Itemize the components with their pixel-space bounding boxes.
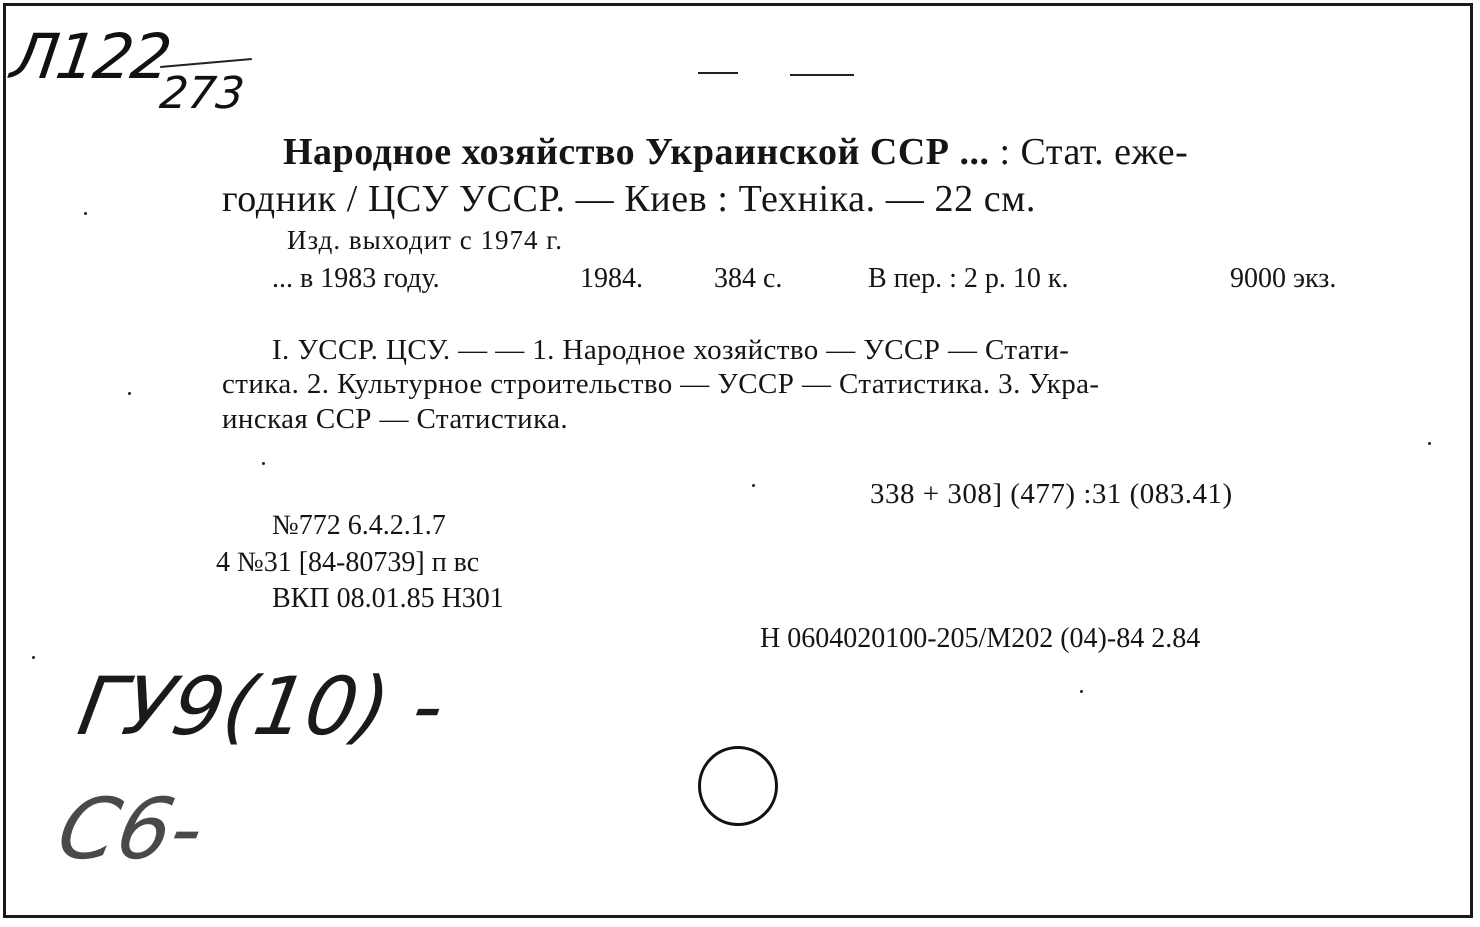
record-line-2: 4 №31 [84-80739] п вс [216,547,480,578]
handwritten-call-number: Л122 [6,20,175,93]
dust-speck [1428,442,1431,445]
dust-speck [752,484,755,487]
subject-line-2: стика. 2. Культурное строительство — УССР — Статистика. 3. Укра- [222,368,1100,400]
handwritten-note-1: ГУ9(10) - [71,660,451,753]
dust-speck [128,392,131,395]
dust-speck [84,212,87,215]
issue-edition: ... в 1983 году. [272,263,440,294]
record-line-1: №772 6.4.2.1.7 [272,510,446,541]
subject-line-1: I. УССР. ЦСУ. — — 1. Народное хозяйство — УССР — Стати- [272,334,1070,366]
issue-year: 1984. [580,263,643,294]
top-dash [790,74,854,76]
handwritten-fraction: 273 [157,68,247,119]
record-line-3: ВКП 08.01.85 Н301 [272,583,504,614]
card-punch-hole [698,746,778,826]
top-dash [698,72,738,74]
issue-price: В пер. : 2 р. 10 к. [868,263,1069,294]
issue-copies: 9000 экз. [1230,263,1337,294]
classification-code: 338 + 308] (477) :31 (083.41) [870,478,1233,510]
handwritten-note-2: С6- [49,780,213,878]
publication-note: Изд. выходит с 1974 г. [287,225,563,255]
header-line-1 [283,130,1188,174]
dust-speck [262,462,265,465]
dust-speck [32,656,35,659]
dust-speck [1080,690,1083,693]
code-line: Н 0604020100-205/М202 (04)-84 2.84 [760,623,1201,654]
title-rest: : Стат. еже- [989,131,1189,173]
header-line-2: годник / ЦСУ УССР. — Киев : Техніка. — 22 см. [222,178,1036,220]
issue-pages: 384 с. [714,263,783,294]
title-bold: Народное хозяйство Украинской ССР ... [283,131,990,173]
subject-line-3: инская ССР — Статистика. [222,403,569,435]
